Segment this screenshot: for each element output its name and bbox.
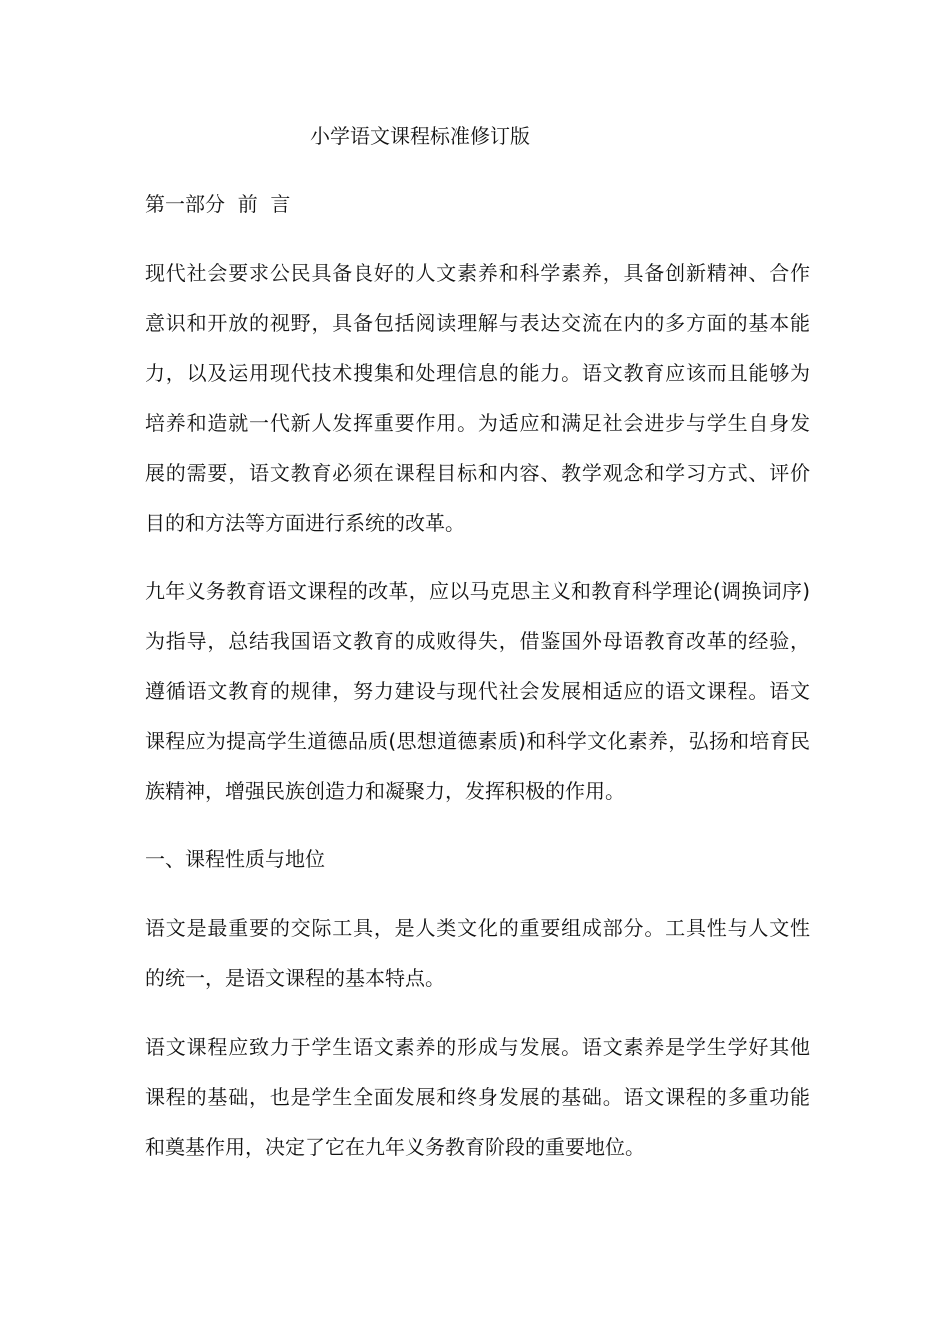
document-title: 小学语文课程标准修订版 bbox=[310, 124, 530, 148]
paragraph-line: 为指导，总结我国语文教育的成败得失，借鉴国外母语教育改革的经验， bbox=[145, 629, 810, 653]
paragraph-line: 课程应为提高学生道德品质(思想道德素质)和科学文化素养，弘扬和培育民 bbox=[145, 729, 810, 753]
preface-paragraph-2 bbox=[145, 566, 810, 816]
paragraph-line: 族精神，增强民族创造力和凝聚力，发挥积极的作用。 bbox=[145, 779, 625, 803]
paragraph-line: 力，以及运用现代技术搜集和处理信息的能力。语文教育应该而且能够为 bbox=[145, 361, 810, 385]
preface-paragraph-1 bbox=[145, 248, 810, 548]
paragraph-line: 课程的基础，也是学生全面发展和终身发展的基础。语文课程的多重功能 bbox=[145, 1085, 810, 1109]
paragraph-line: 九年义务教育语文课程的改革，应以马克思主义和教育科学理论(调换词序) bbox=[145, 579, 810, 603]
section-1-paragraph-1 bbox=[145, 903, 810, 1003]
paragraph-line: 的统一，是语文课程的基本特点。 bbox=[145, 966, 445, 990]
section-1-paragraph-2 bbox=[145, 1022, 810, 1172]
paragraph-line: 遵循语文教育的规律，努力建设与现代社会发展相适应的语文课程。语文 bbox=[145, 679, 810, 703]
paragraph-line: 目的和方法等方面进行系统的改革。 bbox=[145, 511, 465, 535]
paragraph-line: 现代社会要求公民具备良好的人文素养和科学素养，具备创新精神、合作 bbox=[145, 261, 810, 285]
paragraph-line: 培养和造就一代新人发挥重要作用。为适应和满足社会进步与学生自身发 bbox=[145, 411, 810, 435]
part-heading: 第一部分 前 言 bbox=[145, 192, 291, 216]
paragraph-line: 语文课程应致力于学生语文素养的形成与发展。语文素养是学生学好其他 bbox=[145, 1035, 810, 1059]
paragraph-line: 展的需要，语文教育必须在课程目标和内容、教学观念和学习方式、评价 bbox=[145, 461, 810, 485]
paragraph-line: 意识和开放的视野，具备包括阅读理解与表达交流在内的多方面的基本能 bbox=[145, 311, 810, 335]
paragraph-line: 和奠基作用，决定了它在九年义务教育阶段的重要地位。 bbox=[145, 1135, 645, 1159]
paragraph-line: 语文是最重要的交际工具，是人类文化的重要组成部分。工具性与人文性 bbox=[145, 916, 810, 940]
section-1-heading: 一、课程性质与地位 bbox=[145, 847, 325, 871]
